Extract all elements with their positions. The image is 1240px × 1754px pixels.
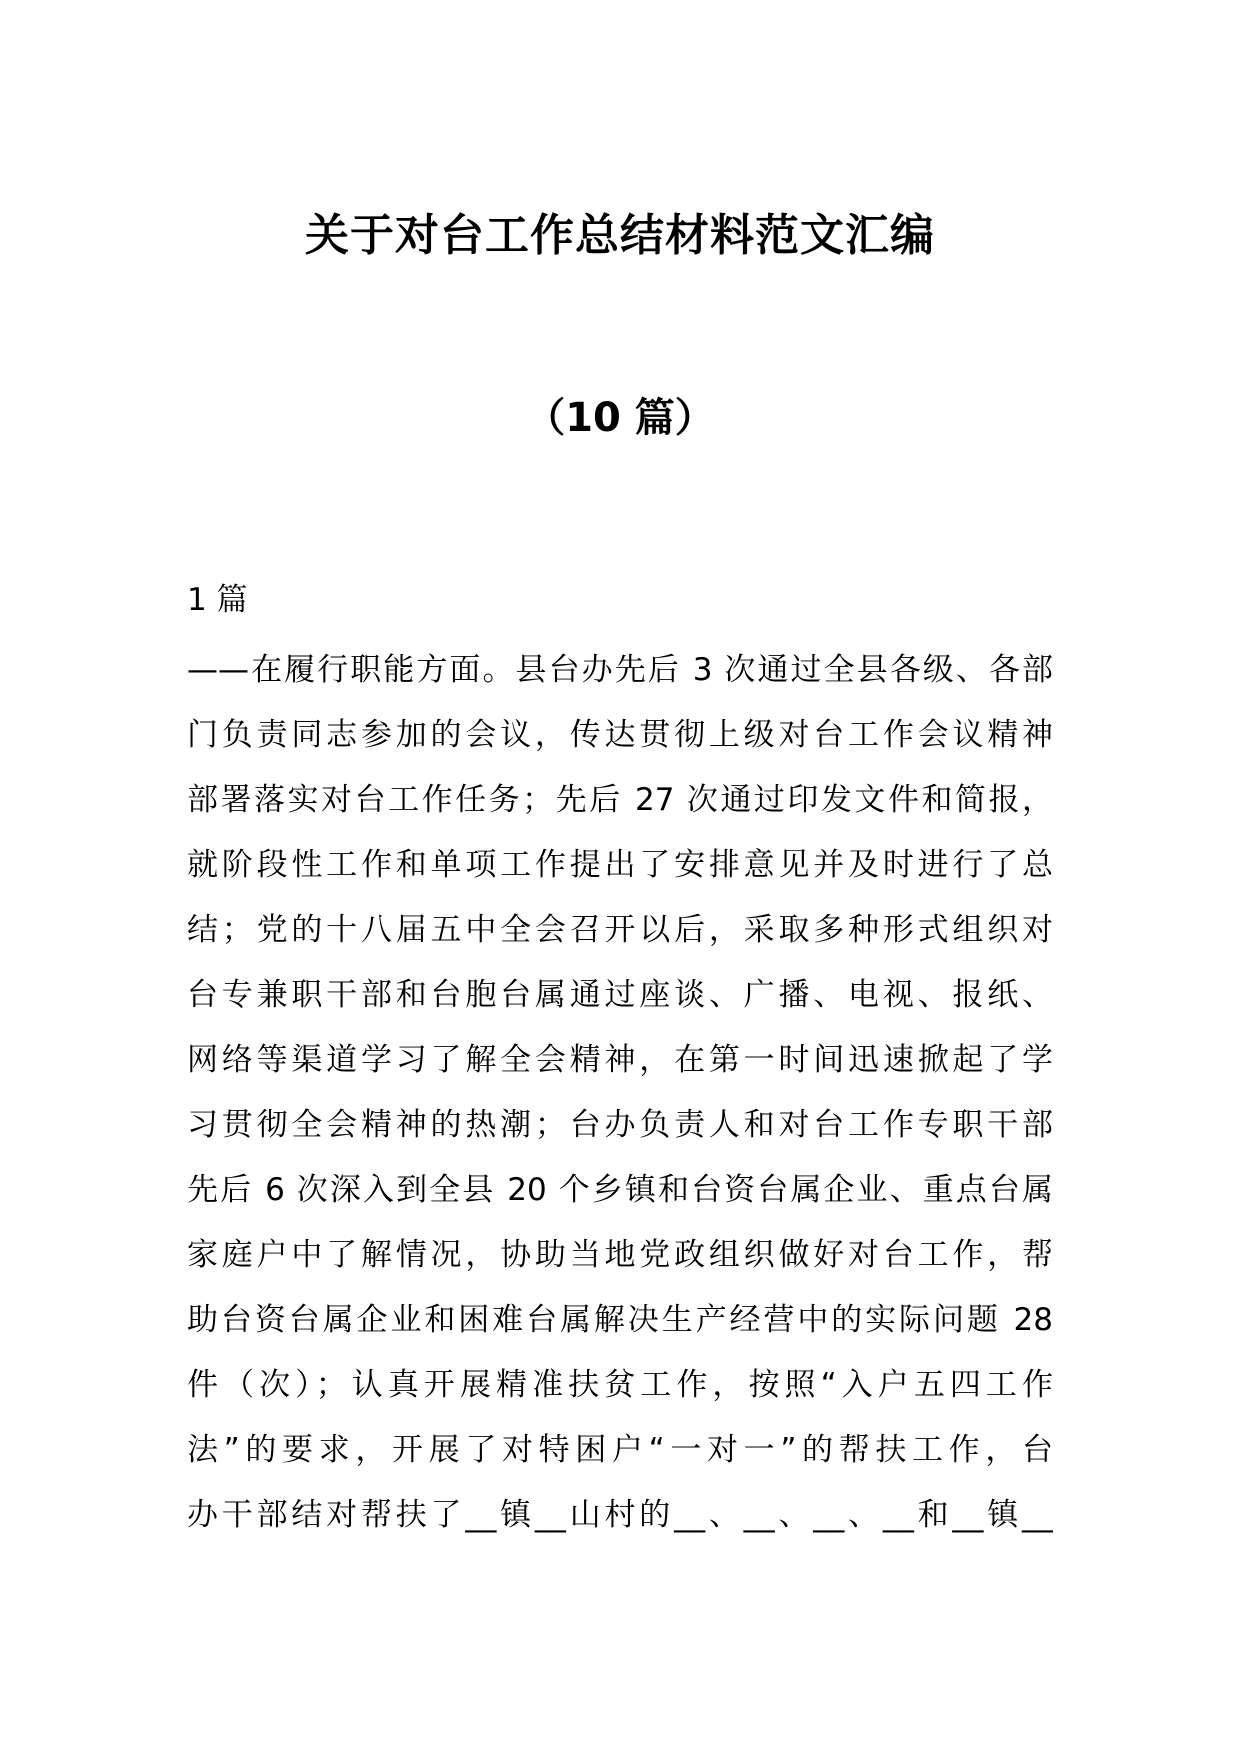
text-line: 助台资台属企业和困难台属解决生产经营中的实际问题 28 — [187, 1302, 1053, 1338]
text-line: 台专兼职干部和台胞台属通过座谈、广播、电视、报纸、 — [187, 977, 1053, 1013]
document-title: 关于对台工作总结材料范文汇编 — [305, 210, 935, 261]
text-line: 习贯彻全会精神的热潮；台办负责人和对台工作专职干部 — [187, 1107, 1053, 1143]
document-subtitle: （10 篇） — [525, 395, 715, 441]
text-line: 部署落实对台工作任务；先后 27 次通过印发文件和简报， — [187, 782, 1053, 818]
text-line: 网络等渠道学习了解全会精神，在第一时间迅速掀起了学 — [187, 1042, 1053, 1078]
text-line: 就阶段性工作和单项工作提出了安排意见并及时进行了总 — [187, 847, 1053, 883]
section-label: 1 篇 — [187, 582, 248, 618]
text-line: 门负责同志参加的会议，传达贯彻上级对台工作会议精神 — [187, 717, 1053, 753]
text-line: 家庭户中了解情况，协助当地党政组织做好对台工作，帮 — [187, 1237, 1053, 1273]
text-line: 件（次）；认真开展精准扶贫工作，按照“入户五四工作 — [187, 1367, 1053, 1403]
text-line: ——在履行职能方面。县台办先后 3 次通过全县各级、各部 — [187, 652, 1053, 688]
text-line: 法”的要求，开展了对特困户“一对一”的帮扶工作，台 — [187, 1432, 1053, 1468]
body-text — [187, 638, 1053, 1548]
text-line: 办干部结对帮扶了__镇__山村的__、__、__、__和__镇__ — [187, 1497, 1053, 1533]
text-line: 先后 6 次深入到全县 20 个乡镇和台资台属企业、重点台属 — [187, 1172, 1053, 1208]
text-line: 结；党的十八届五中全会召开以后，采取多种形式组织对 — [187, 912, 1053, 948]
